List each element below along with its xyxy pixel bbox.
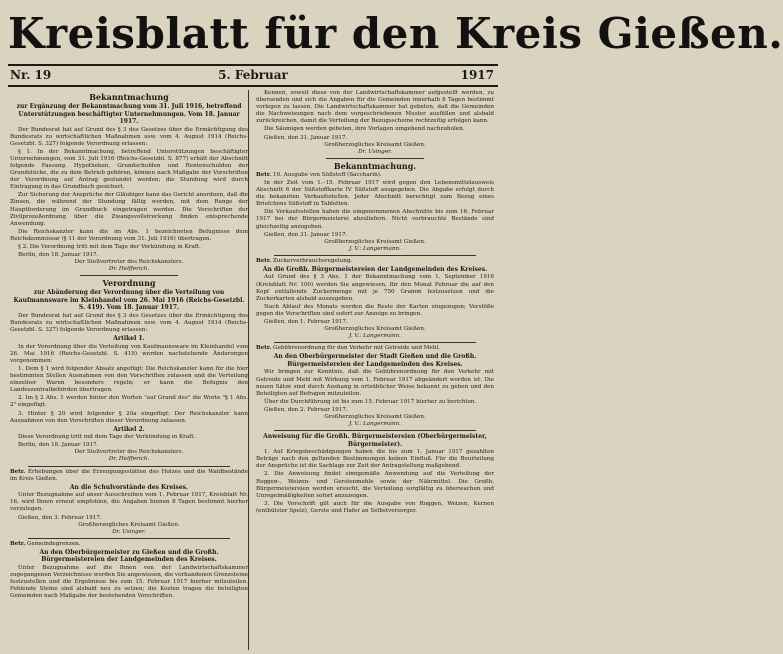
notice-signatory: Großherzogliches Kreisamt Gießen. <box>324 238 426 245</box>
notice-place-date: Berlin, den 18. Januar 1917. <box>18 442 99 449</box>
notice-paragraph: Die Reichskanzler kann die im Abs. 1 bezeichneten Befugnisse dem Reichskommissar (§ 11 der Verordnung vom 31. Juli 1916) übertragen. <box>10 228 248 242</box>
notice-paragraph: 3. Hinter § 20 wird folgender § 20a eingefügt: Der Reichskanzler kann Ausnahmen von den Vorschriften dieser Verordnung zulassen. <box>10 410 248 424</box>
notice-signature-name: Dr. Helfferich. <box>108 266 150 273</box>
right-column <box>256 90 494 650</box>
section-divider <box>274 255 476 256</box>
masthead <box>8 6 783 64</box>
left-column <box>10 90 248 650</box>
subject-text: 10. Ausgabe von Süßstoff (Saccharin). <box>273 171 382 178</box>
section-divider <box>326 158 424 159</box>
notice-signature-name: Dr. Usinger. <box>358 148 392 155</box>
notice-place-date: Gießen, den 1. Februar 1917. <box>264 319 348 326</box>
notice-subject <box>256 345 494 352</box>
notice-subheading: Anweisung für die Großh. Bürgermeistereien (Oberbürgermeister, Bürgermeister). <box>263 433 487 448</box>
notice-place-date: Gießen, den 2. Februar 1917. <box>264 406 348 413</box>
subject-label: Betr. <box>256 171 272 178</box>
section-divider <box>274 342 476 343</box>
notice-signatory: Großherzogliches Kreisamt Gießen. <box>324 141 426 148</box>
notice-paragraph: Nach Ablauf des Monats werden die Reste der Karten eingezogen; Verstöße gegen die Vorschriften sind sofort zur Anzeige zu bringen. <box>256 303 494 317</box>
notice-paragraph: Kennen, soweit diese von der Landwirtschaftskammer aufgestellt werden, zu übersenden und sich die Angaben für die Gemeinden innerhalb 8 Tagen bestimmt vorlegen zu lassen. Die Landwirtschaftskammer hat gebeten, daß die Gemeinden die Nachweisungen nach dem vorgeschriebenen Muster ausfüllen und alsbald zurückreichen, damit die Verteilung der Bezugsscheine rechtzeitig erfolgen kann. <box>256 90 494 125</box>
notice-paragraph: Die Verkaufsstellen haben die eingenommenen Abschnitte bis zum 16. Februar 1917 bei der Bürgermeisterei abzuliefern. Nicht verbrauchte Bestände sind gleichzeitig anzugeben. <box>256 209 494 230</box>
notice-subject <box>256 258 494 265</box>
notice-paragraph: In der Verordnung über die Verteilung von Kaufmannsware im Kleinhandel vom 26. Mai 1916 (Reichs-Gesetzbl. S. 419) werden nachstehende Änderungen vorgenommen: <box>10 343 248 364</box>
subject-label: Betr. <box>256 345 272 352</box>
notice-place-date: Gießen, den 31. Januar 1917. <box>264 134 348 141</box>
notice-paragraph: Zur Sicherung der Ansprüche der Gläubiger kann das Gericht anordnen, daß die Zinsen, die während der Stundung fällig werden, mit dem Range der Hauptforderung im Grundbuch eingetragen werden. Die Vorschriften der Zivilprozeßordnung über die Zwangsvollstreckung finden entsprechende Anwendung. <box>10 192 248 227</box>
issue-rule <box>8 85 498 87</box>
column-divider <box>248 90 249 650</box>
notice-paragraph: Über die Durchführung ist bis zum 15. Februar 1917 hierher zu berichten. <box>264 398 477 405</box>
notice-place-date: Gießen, den 3. Februar 1917. <box>18 514 102 521</box>
notice-paragraph: 1. Dem § 1 wird folgender Absatz angefügt: Die Reichskanzler kann für die hier bestimmten Stellen Ausnahmen von den Vorschriften zulassen und die Verteilung einzelner Waren besonders regeln; er kann die Befugnis den Landeszentralbehörden übertragen. <box>10 365 248 394</box>
notice-signature-name: J. V.: Langermann. <box>349 333 401 340</box>
notice-paragraph: 3. Die Vorschrift gilt auch für die Ausgabe von Roggen, Weizen, Kernen (enthülster Spelz), Gerste und Hafer an Selbstversorger. <box>256 500 494 514</box>
notice-subject <box>10 469 248 483</box>
notice-paragraph: § 1. In der Bekanntmachung, betreffend Unterstützungen beschäftigter Unternehmungen, vom 31. Juli 1916 (Reichs-Gesetzbl. S. 877) erhält der Abschnitt folgende Fassung. Hypotheken, Grundschulden und Rentenschulden der Grundstücke, die zu dem Betrieb gehören, können nach Maßgabe der Vorschriften der Verordnung auf Antrag gestundet werden; die Stundung wird durch Eintragung in das Grundbuch gesichert. <box>10 148 248 191</box>
notice-paragraph: 2. Im § 2 Abs. 1 werden hinter den Worten "auf Grund des" die Worte "§ 1 Abs. 2" eingefügt. <box>10 395 248 409</box>
notice-paragraph: Der Bundesrat hat auf Grund des § 3 des Gesetzes über die Ermächtigung des Bundesrats zu wirtschaftlichen Maßnahmen usw. vom 4. August 1914 (Reichs-Gesetzbl. S. 327) folgende Verordnung erlassen: <box>10 126 248 147</box>
notice-paragraph: In der Zeit vom 1.–15. Februar 1917 wird gegen den Lebensmittelausweis Abschnitt 6 der Süßstoffkarte IV Süßstoff ausgegeben. Die Abgabe erfolgt durch die bekannten Verkaufsstellen. Jeder Abschnitt berechtigt zum Bezug eines Briefchens Süßstoff in Tabletten. <box>256 179 494 208</box>
notice-paragraph: Der Bundesrat hat auf Grund des § 3 des Gesetzes über die Ermächtigung des Bundesrats zu wirtschaftlichen Maßnahmen usw. vom 4. August 1914 (Reichs-Gesetzbl. S. 327) folgende Verordnung erlassen: <box>10 312 248 334</box>
notice-signature-name: Dr. Helfferich. <box>108 456 150 463</box>
notice-paragraph: Wir bringen zur Kenntnis, daß die Gebührenordnung für den Verkehr mit Getreide und Mehl mit Wirkung vom 1. Februar 1917 abgeändert worden ist. Die neuen Sätze sind durch Aushang in ortsüblicher Weise bekannt zu geben und den Beteiligten auf Befragen mitzuteilen. <box>256 369 494 397</box>
notice-subheading: An die Großh. Bürgermeistereien der Landgemeinden des Kreises. <box>262 265 488 273</box>
notice-paragraph: Die Säumigen werden gebeten, ihre Vorlagen umgehend nachzuholen. <box>264 126 465 133</box>
notice-subheading: zur Abänderung der Verordnung über die Verteilung von Kaufmannsware im Kleinhandel vom 26. Mai 1916 (Reichs-Gesetzbl. S. 419). Vom 18. Januar 1917. <box>13 289 245 312</box>
notice-subject <box>10 541 248 548</box>
notice-subheading: zur Ergänzung der Bekanntmachung vom 31. Juli 1916, betreffend Unterstützungen beschäftigter Unternehmungen. Vom 18. Januar 1917. <box>16 103 242 125</box>
notice-subheading: An den Oberbürgermeister der Stadt Gießen und die Großh. Bürgermeistereien der Landgemeinden des Kreises. <box>273 353 477 368</box>
subject-text: Gebührenordnung für den Verkehr mit Getreide und Mehl. <box>273 345 441 352</box>
notice-signatory: Großherzogliches Kreisamt Gießen. <box>78 521 180 528</box>
section-divider <box>28 538 230 539</box>
subject-text: Zuckerverbrauchsregelung. <box>273 257 353 264</box>
article-heading: Artikel 1. <box>113 335 145 343</box>
notice-paragraph: Unter Bezugnahme auf unser Ausschreiben vom 1. Februar 1917, Kreisblatt Nr. 16, wird Ihnen erneut empfohlen, die Angaben binnen 8 Tagen bestimmt hierher vorzulegen. <box>10 492 248 513</box>
notice-signatory: Großherzogliches Kreisamt Gießen. <box>324 413 426 420</box>
masthead-title: Kreisblatt für den Kreis Gießen. <box>8 9 783 58</box>
subject-label: Betr. <box>256 257 272 264</box>
notice-paragraph: 1. Auf Kriegsbeschädigungen haben die bis zum 1. Januar 1917 gezahlten Beträge nach den geltenden Bestimmungen keinen Einfluß. Für die Beurteilung der Ansprüche ist die Sachlage zur Zeit der Antragstellung maßgebend. <box>256 449 494 470</box>
notice-paragraph: § 2. Die Verordnung tritt mit dem Tage der Verkündung in Kraft. <box>18 244 201 250</box>
notice-heading: Bekanntmachung <box>89 92 169 102</box>
notice-place-date: Gießen, den 31. Januar 1917. <box>264 231 348 238</box>
notice-subject <box>256 172 494 179</box>
issue-date: 5. Februar <box>218 68 288 82</box>
notice-signatory: Der Stellvertreter des Reichskanzlers. <box>74 259 184 266</box>
subject-text: Erhebungen über die Erzeugungsstätten des Holzes und die Waldbestände im Kreis Gießen. <box>10 468 248 482</box>
issue-number: Nr. 19 <box>10 68 52 82</box>
notice-heading: Bekanntmachung. <box>333 160 417 171</box>
notice-signatory: Der Stellvertreter des Reichskanzlers. <box>74 449 184 456</box>
notice-subheading: An den Oberbürgermeister zu Gießen und die Großh. Bürgermeistereien der Landgemeinden des Kreises. <box>39 548 219 564</box>
notice-paragraph: Unter Bezugnahme auf die Ihnen von der Landwirtschaftskammer zugegangenen Verzeichnisse werden Sie angewiesen, die vorhandenen Grenzsteine festzustellen und die Ergebnisse bis zum 15. Februar 1917 hierher mitzuteilen. Fehlende Steine sind alsbald neu zu setzen; die Kosten tragen die beteiligten Gemeinden nach Maßgabe der bestehenden Vorschriften. <box>10 564 248 600</box>
notice-signature-name: J. V.: Langermann. <box>349 245 401 252</box>
section-divider <box>28 466 230 467</box>
issue-line <box>8 66 498 84</box>
notice-signatory: Großherzogliches Kreisamt Gießen. <box>324 326 426 333</box>
notice-signature-name: J. V.: Langermann. <box>349 421 401 428</box>
notice-paragraph: Diese Verordnung tritt mit dem Tage der Verkündung in Kraft. <box>18 434 196 441</box>
subject-label: Betr. <box>10 468 26 475</box>
notice-heading: Verordnung <box>102 278 156 289</box>
subject-text: Gemeindegrenzen. <box>27 540 81 547</box>
notice-subheading: An die Schulvorstände des Kreises. <box>69 483 189 491</box>
notice-paragraph: Auf Grund des § 3 Abs. 1 der Bekanntmachung vom 1. September 1916 (Kreisblatt Nr. 100) werden Sie angewiesen, für den Monat Februar die auf den Kopf entfallende Zuckermenge mit je 750 Gramm festzusetzen und die Zuckerkarten alsbald auszugeben. <box>256 274 494 302</box>
section-divider <box>274 430 476 431</box>
notice-paragraph: 2. Die Anweisung findet sinngemäße Anwendung auf die Verteilung der Roggen-, Weizen- und Gerstenmehle sowie der Nährmittel. Die Großh. Bürgermeistereien werden ersucht, die Verteilung sorgfältig zu überwachen und Unregelmäßigkeiten sofort anzuzeigen. <box>256 471 494 499</box>
article-heading: Artikel 2. <box>113 425 145 433</box>
subject-label: Betr. <box>10 540 26 547</box>
notice-signature-name: Dr. Usinger. <box>112 528 146 535</box>
issue-year: 1917 <box>460 68 494 82</box>
notice-place-date: Berlin, den 18. Januar 1917. <box>18 252 99 259</box>
section-divider <box>80 275 178 276</box>
